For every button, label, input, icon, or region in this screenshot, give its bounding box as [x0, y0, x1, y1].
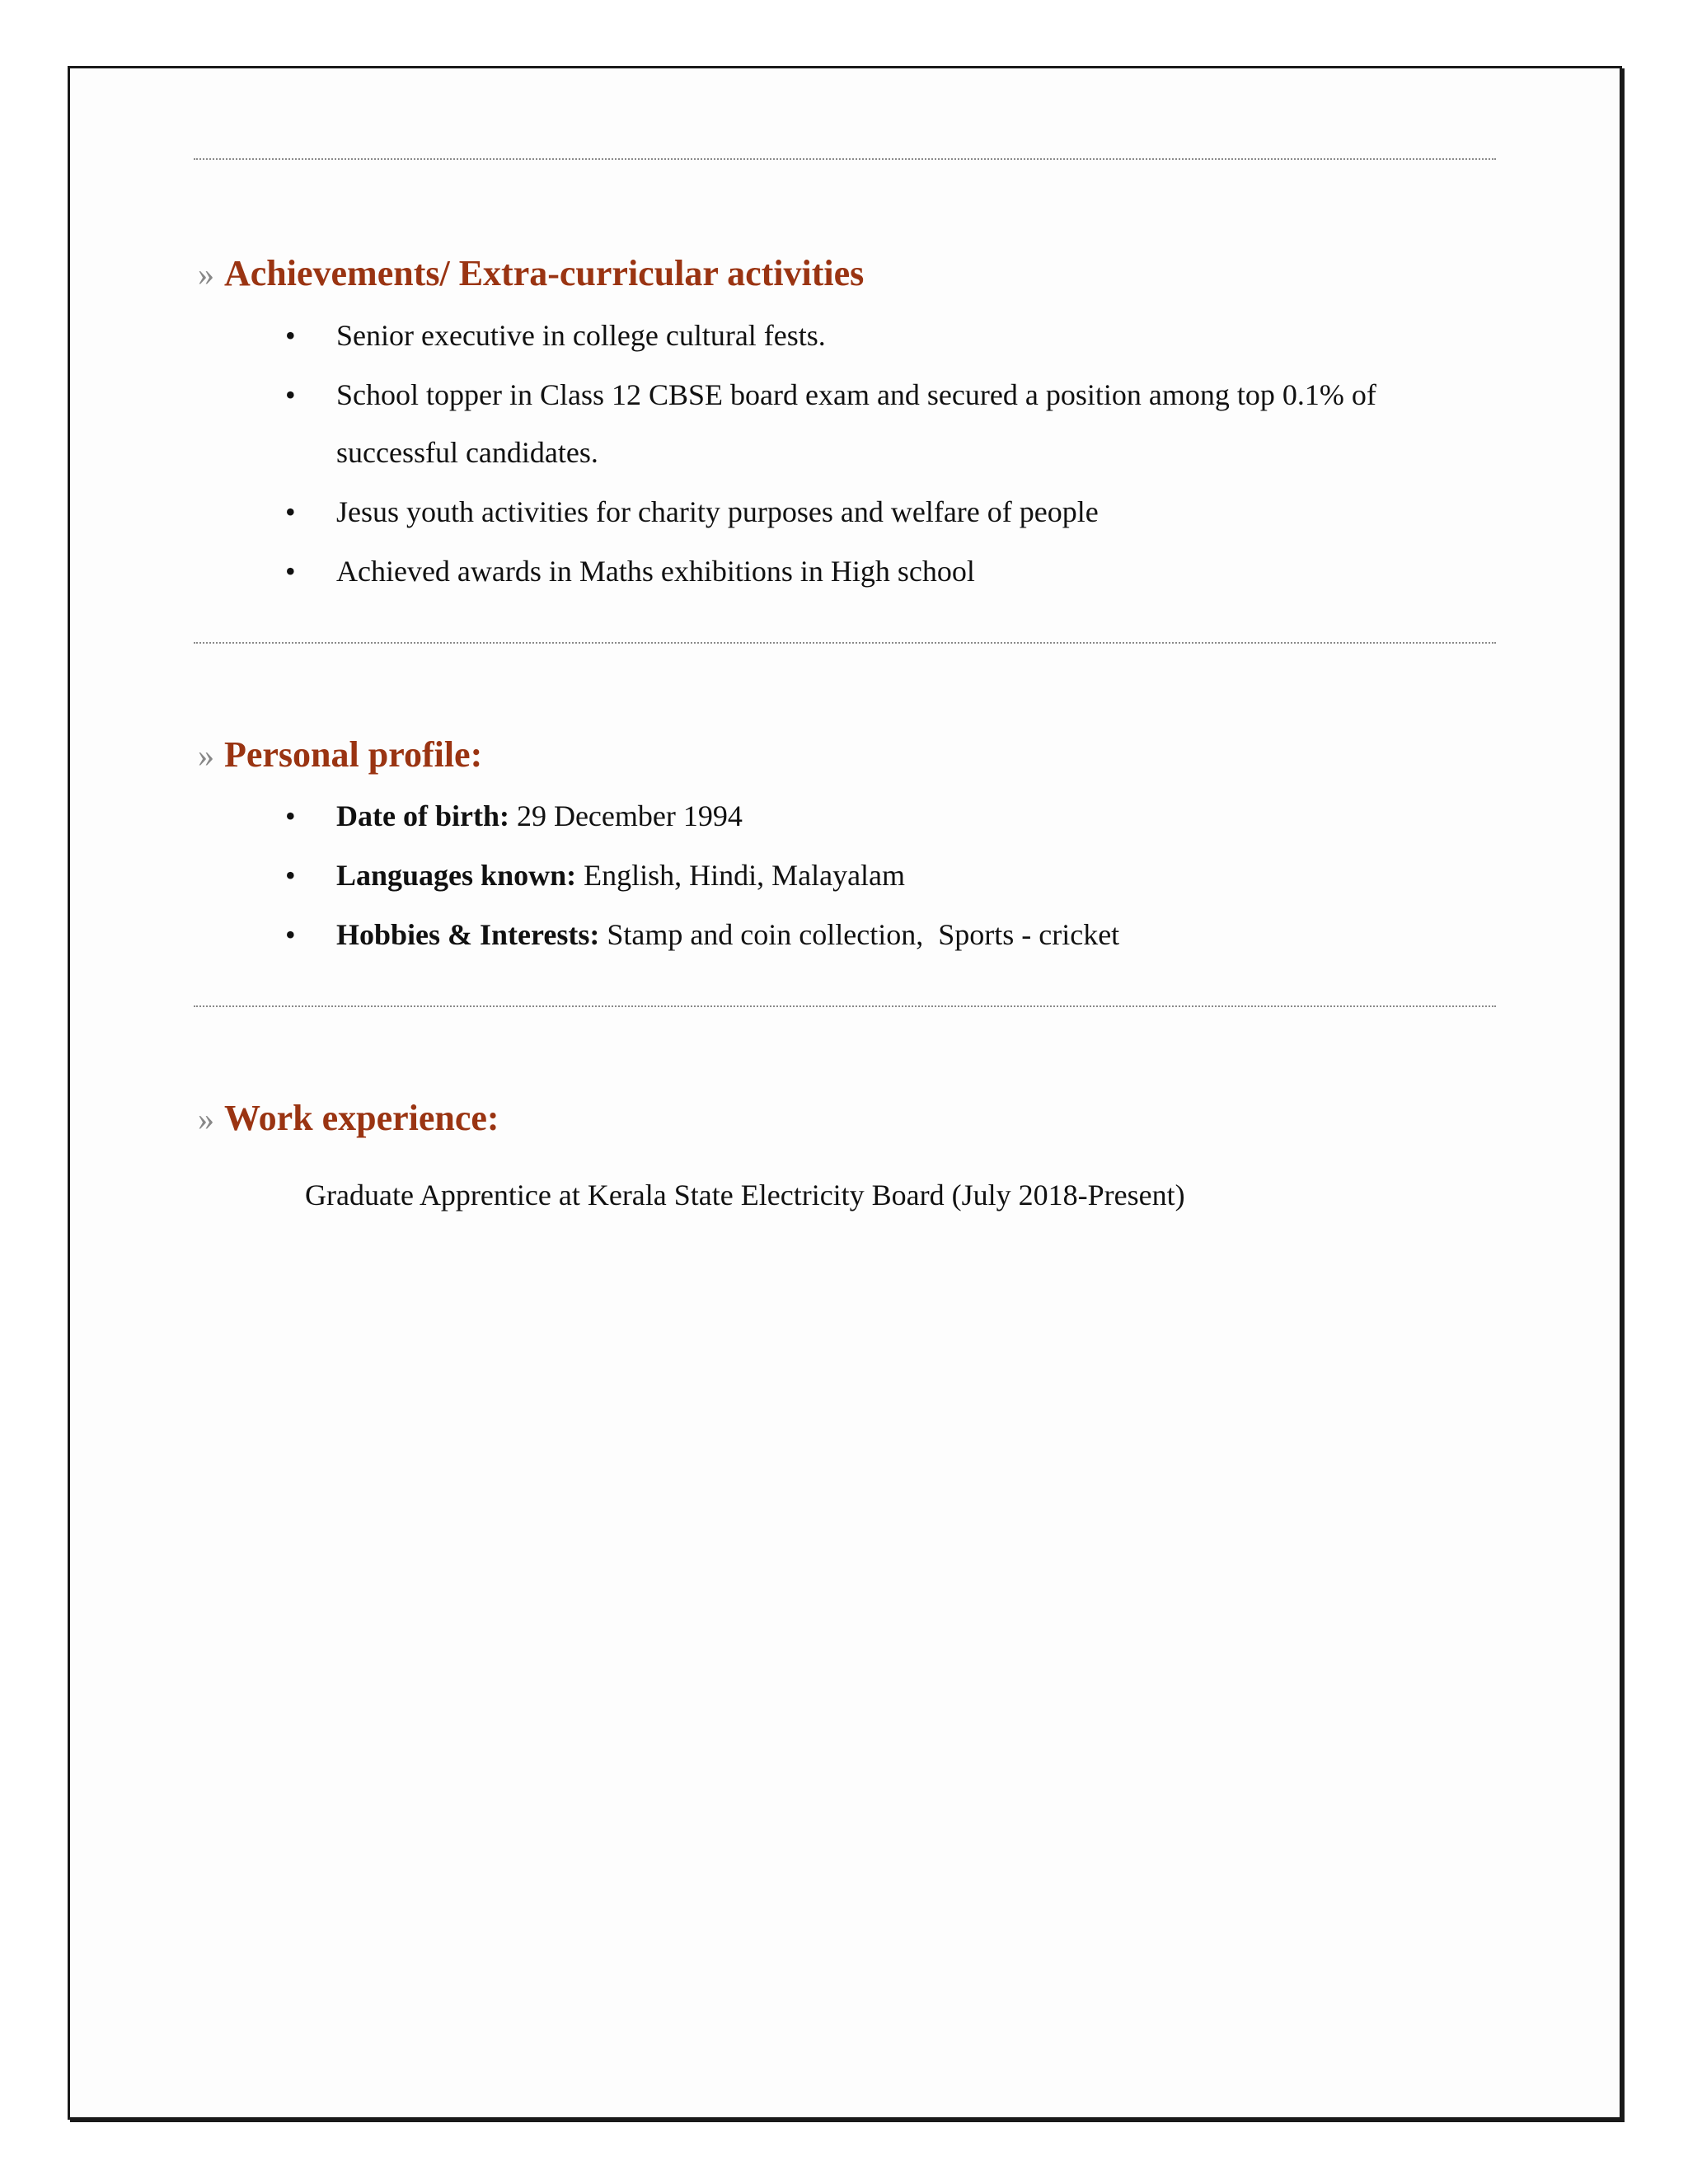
hobbies-label: Hobbies & Interests:: [336, 918, 600, 951]
list-item: [280, 483, 1500, 541]
dob-value: 29 December 1994: [509, 799, 743, 832]
work-experience-entry: Graduate Apprentice at Kerala State Electricity Board (July 2018-Present): [305, 1179, 1185, 1212]
list-item: [280, 846, 1500, 904]
bullet-icon: •: [285, 378, 296, 411]
section-divider: [194, 642, 1496, 644]
list-item: [280, 366, 1500, 481]
achievements-list: [280, 307, 1500, 602]
list-item-text: Achieved awards in Maths exhibitions in High school: [336, 555, 975, 588]
heading-marker: »: [198, 1100, 214, 1137]
personal-profile-title: Personal profile:: [224, 734, 483, 775]
bullet-icon: •: [285, 799, 296, 832]
bullet-icon: •: [285, 918, 296, 951]
achievements-heading: [198, 251, 864, 298]
personal-profile-list: [280, 787, 1500, 965]
bullet-icon: •: [285, 495, 296, 528]
work-experience-title: Work experience:: [224, 1098, 499, 1138]
personal-profile-heading: [198, 732, 482, 779]
list-item: [280, 787, 1500, 845]
hobbies-value: Stamp and coin collection, Sports - cricket: [599, 918, 1120, 951]
list-item: [280, 542, 1500, 600]
languages-value: English, Hindi, Malayalam: [576, 859, 906, 892]
section-divider: [194, 1005, 1496, 1007]
list-item-text: Jesus youth activities for charity purposes and welfare of people: [336, 495, 1099, 528]
languages-label: Languages known:: [336, 859, 577, 892]
list-item: [280, 307, 1500, 364]
achievements-title: Achievements/ Extra-curricular activities: [224, 253, 865, 293]
work-experience-heading: [198, 1095, 499, 1142]
list-item-text: Senior executive in college cultural fests.: [336, 319, 826, 352]
heading-marker: »: [198, 255, 214, 293]
dob-label: Date of birth:: [336, 799, 509, 832]
heading-marker: »: [198, 737, 214, 774]
list-item: [280, 906, 1500, 963]
bullet-icon: •: [285, 319, 296, 352]
list-item-text: School topper in Class 12 CBSE board exam and secured a position among top 0.1% of successful candidates.: [336, 378, 1376, 469]
bullet-icon: •: [285, 555, 296, 588]
bullet-icon: •: [285, 859, 296, 892]
section-divider: [194, 158, 1496, 160]
